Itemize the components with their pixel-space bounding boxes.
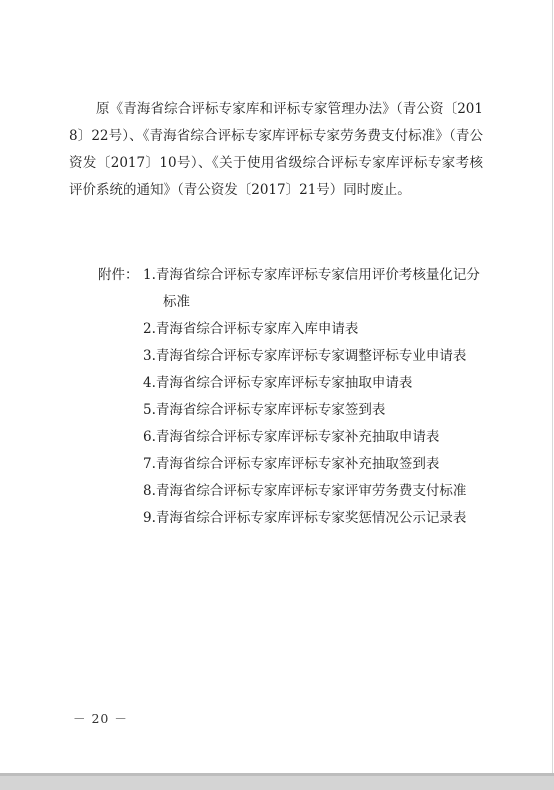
attachments-label: 附件： [98, 267, 139, 283]
attachment-item-1: 1.青海省综合评标专家库评标专家信用评价考核量化记分标准 [143, 267, 480, 310]
attachment-item-6: 6.青海省综合评标专家库评标专家补充抽取申请表 [143, 429, 440, 445]
attachment-item-8: 8.青海省综合评标专家库评标专家评审劳务费支付标准 [143, 483, 467, 499]
attachment-item-7: 7.青海省综合评标专家库评标专家补充抽取签到表 [143, 456, 440, 472]
viewer-bottom-edge [0, 773, 554, 790]
page-number: － 20 － [73, 711, 128, 726]
attachment-item-5: 5.青海省综合评标专家库评标专家签到表 [143, 402, 386, 418]
attachments-list [143, 262, 484, 532]
attachment-item-4: 4.青海省综合评标专家库评标专家抽取申请表 [143, 375, 413, 391]
attachment-item-3: 3.青海省综合评标专家库评标专家调整评标专业申请表 [143, 348, 467, 364]
attachment-item-2: 2.青海省综合评标专家库入库申请表 [143, 321, 359, 337]
attachment-item-9: 9.青海省综合评标专家库评标专家奖惩情况公示记录表 [143, 510, 467, 526]
repeal-paragraph: 原《青海省综合评标专家库和评标专家管理办法》（青公资〔2018〕22号）、《青海省综合评标专家库评标专家劳务费支付标准》（青公资发〔2017〕10号）、《关于使用省级综合评标专家库评标专家考核评价系统的通知》（青公资发〔2017〕21号）同时废止。 [69, 101, 483, 198]
